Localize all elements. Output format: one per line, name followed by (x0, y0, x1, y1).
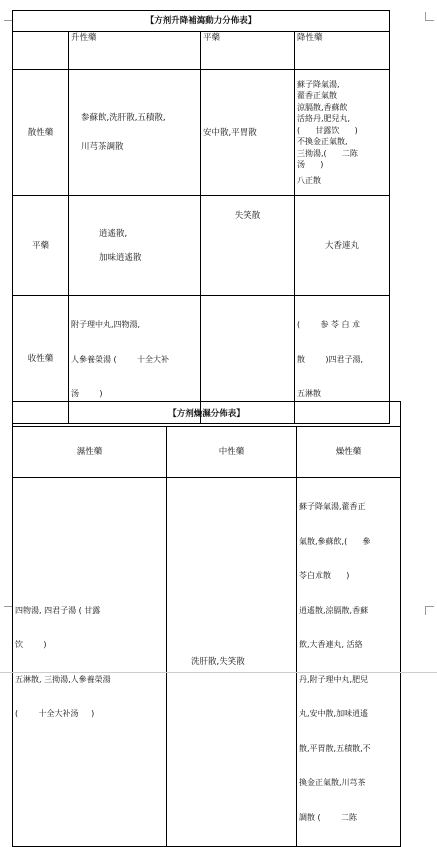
header-cell-ping: 平藥 (201, 32, 295, 70)
header-cell-zhong: 中性藥 (167, 427, 297, 478)
cell-line: 附子理中丸,四物湯, (71, 320, 141, 329)
cell-line: 汤 ) (71, 389, 103, 398)
cell-line: 洗肝散,失笑散 (191, 657, 245, 667)
page-corner-mark (425, 606, 434, 615)
header-cell-sheng: 升性藥 (69, 32, 201, 70)
cell-line: 川芎茶調散 (81, 142, 124, 152)
table-cell (69, 70, 201, 196)
table-title: 【方剂升降補瀉動力分佈表】 (13, 11, 390, 32)
table-cell (297, 478, 401, 847)
row-label: 平藥 (13, 196, 69, 296)
page-bottom-divider (0, 672, 437, 673)
cell-line: 活絡丹,肥兒丸, (297, 114, 351, 124)
cell-line: 人參養榮湯 ( 十全大补 (71, 354, 170, 364)
header-cell-jiang: 降性藥 (295, 32, 390, 70)
header-cell-zao: 燥性藥 (297, 427, 401, 478)
cell-line: 散 )四君子湯, (297, 354, 364, 364)
cell-line: 参蘇飲,洗肝散,五積散, (81, 113, 166, 123)
cell-line: 苓白朮散 ) (299, 571, 350, 580)
table-cell (295, 70, 390, 196)
cell-line: 加味逍遙散 (99, 252, 142, 263)
cell-line: 蘇子降氣湯,藿香正 (299, 502, 366, 511)
cell-line: 八正散 (297, 175, 321, 185)
cell-line: 丹,附子理中丸,肥兒 (299, 674, 369, 684)
page-corner-mark (425, 12, 434, 21)
cell-line: 不換金正氣散, (297, 137, 348, 147)
row-label: 收性藥 (13, 296, 69, 424)
cell-line: 逍遙散, (99, 228, 128, 239)
cell-line: 饮 ) (15, 640, 47, 649)
cell-line: 蘇子降氣湯, (297, 79, 340, 89)
cell-line: 逍遙散,涼膈散,香蘇 (299, 605, 369, 615)
cell-line: 三拗湯,( 二陈 (297, 148, 358, 158)
table-cell (167, 478, 297, 847)
cell-line: 飲,大香連丸, 活絡 (299, 640, 363, 649)
cell-line: 涼膈散,香蘇飲 (297, 102, 348, 112)
cell-line: 五淋散 (297, 389, 321, 398)
table-cell (201, 70, 295, 196)
cell-line: 失笑散 (234, 211, 261, 221)
cell-line: 安中散,平胃散 (203, 127, 257, 138)
ascend-descend-table (12, 10, 390, 424)
cell-line: 調散 ( 二陈 (299, 812, 358, 822)
header-cell-shi: 濕性藥 (13, 427, 167, 478)
cell-line: 汤 ) (297, 160, 324, 170)
cell-line: ( 参 苓 白 朮 (297, 320, 361, 329)
table-cell (13, 478, 167, 847)
row-label: 散性藥 (13, 70, 69, 196)
table-cell (69, 196, 201, 296)
cell-line: ( 甘露饮 ) (297, 125, 358, 135)
cell-line: 大香連丸 (325, 240, 360, 251)
cell-line: 五淋散, 三拗湯,人參養榮湯 (15, 674, 111, 684)
cell-line: ( 十全大补汤 ) (15, 709, 95, 718)
cell-line: 藿香正氣散 (297, 91, 337, 101)
cell-line: 散,平胃散,五積散,不 (299, 743, 371, 753)
table-cell (201, 196, 295, 296)
cell-line: 四物湯, 四君子湯 ( 甘露 (15, 605, 101, 615)
cell-line: 丸,安中散,加味逍遙 (299, 709, 369, 718)
table-title: 【方剂燥濕分佈表】 (13, 402, 401, 427)
table-cell (295, 196, 390, 296)
header-cell-empty (13, 32, 69, 70)
cell-line: 氣散,參蘇飲,( 參 (299, 536, 371, 546)
cell-line: 換金正氣散,川芎茶 (299, 778, 366, 787)
dry-damp-table (12, 401, 401, 847)
